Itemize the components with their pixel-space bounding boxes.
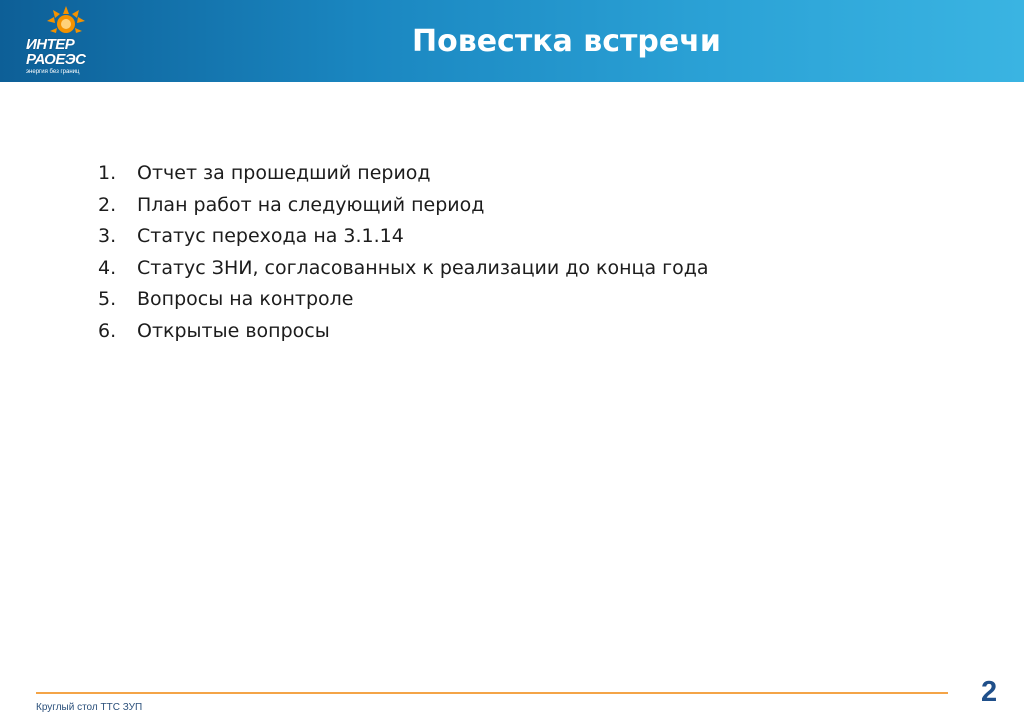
logo-tagline: энергия без границ [26,69,80,75]
agenda-item-number: 3. [98,225,117,247]
agenda-item-text: План работ на следующий период [137,193,485,216]
footer-divider [36,692,948,694]
footer-caption: Круглый стол ТТС ЗУП [36,702,143,713]
agenda-item-number: 6. [98,319,117,342]
slide-header [0,0,1024,82]
agenda-item [98,316,709,348]
agenda-item-text: Статус ЗНИ, согласованных к реализации до конца года [137,256,709,279]
logo-text-raoees: РАОЕЭС [26,51,86,68]
agenda-item-number: 5. [98,288,117,310]
agenda-item-text: Статус перехода на 3.1.14 [137,225,404,247]
agenda-item-text: Отчет за прошедший период [137,162,431,184]
agenda-item [98,284,709,316]
agenda-list [98,158,709,347]
agenda-item [98,253,709,285]
slide-title: Повестка встречи [412,24,721,59]
agenda-item-number: 1. [98,162,117,184]
agenda-item-text: Вопросы на контроле [137,288,354,310]
agenda-item-number: 4. [98,256,117,279]
company-logo [22,4,110,78]
agenda-item-number: 2. [98,193,117,216]
agenda-item [98,190,709,222]
page-number: 2 [981,676,998,708]
logo-text-inter: ИНТЕР [26,36,75,53]
agenda-item [98,221,709,253]
agenda-item-text: Открытые вопросы [137,319,330,342]
agenda-item [98,158,709,190]
